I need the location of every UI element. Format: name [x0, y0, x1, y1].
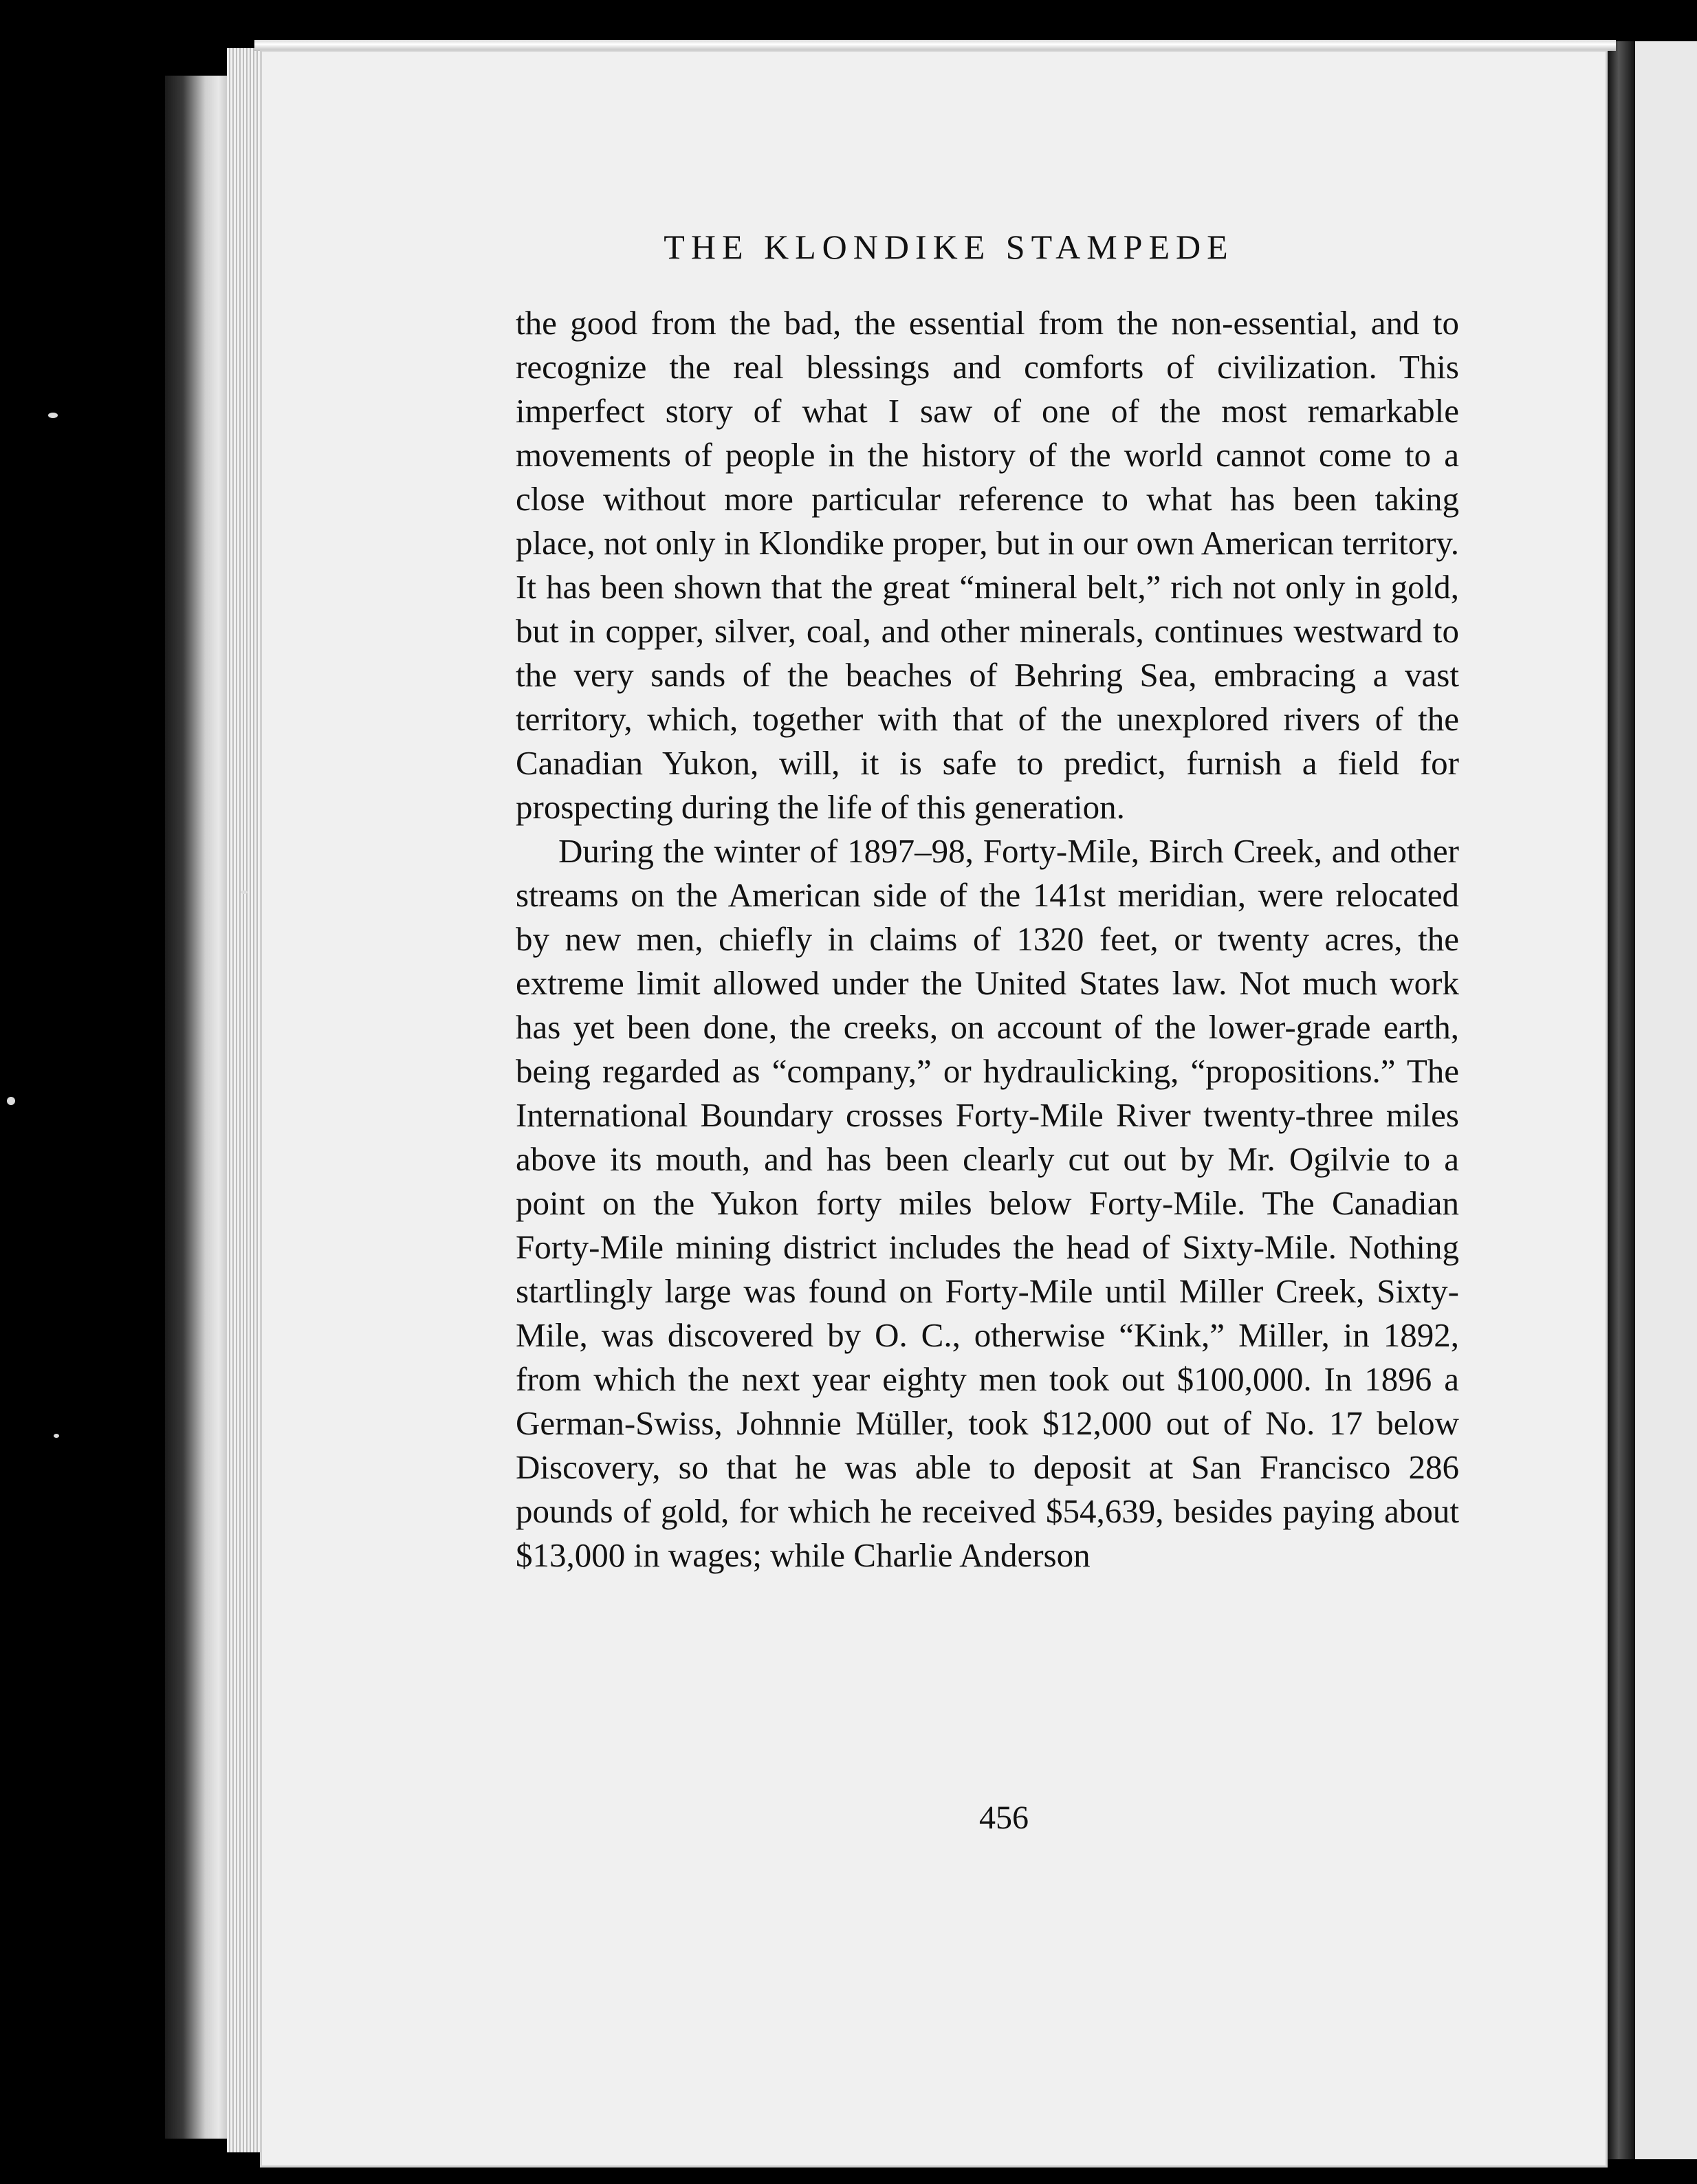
page-stack	[227, 48, 261, 2152]
facing-page-edge	[1635, 41, 1697, 2159]
book-gutter	[1608, 41, 1635, 2159]
paragraph: During the winter of 1897–98, Forty-Mile, Birch Creek, and other streams on the American side of the 141st meridian, were relocated by new men, chiefly in claims of 1320 feet, or twenty acres, the extreme limit allowed under the United States law. Not much work has yet been done, the creeks, on account of the lower-grade earth, being regarded as “company,” or hydraulicking, “propositions.” The International Boundary crosses Forty-Mile River twenty-three miles above its mouth, and has been clearly cut out by Mr. Ogilvie to a point on the Yukon forty miles below Forty-Mile. The Canadian Forty-Mile mining district includes the head of Sixty-Mile. Nothing startlingly large was found on Forty-Mile until Miller Creek, Sixty-Mile, was discovered by O. C., otherwise “Kink,” Miller, in 1892, from which the next year eighty men took out $100,000. In 1896 a German-Swiss, Johnnie Müller, took $12,000 out of No. 17 below Discovery, so that he was able to deposit at San Francisco 286 pounds of gold, for which he received $54,639, besides paying about $13,000 in wages; while Charlie Anderson	[516, 832, 1459, 1574]
page-number: 456	[979, 1800, 1029, 1836]
running-head: THE KLONDIKE STAMPEDE	[664, 228, 1234, 266]
body-text	[516, 301, 1459, 1577]
paragraph-continuation: the good from the bad, the essential from the non-essential, and to recognize the real blessings and comforts of civilization. This imperfect story of what I saw of one of the most remarkable movements of people in the history of the world cannot come to a close without more particular reference to what has been taking place, not only in Klondike proper, but in our own American territory. It has been shown that the great “mineral belt,” rich not only in gold, but in copper, silver, coal, and other minerals, continues westward to the very sands of the beaches of Behring Sea, embracing a vast territory, which, together with that of the unexplored rivers of the Canadian Yukon, will, it is safe to predict, furnish a field for prospecting during the life of this generation.	[516, 304, 1459, 826]
